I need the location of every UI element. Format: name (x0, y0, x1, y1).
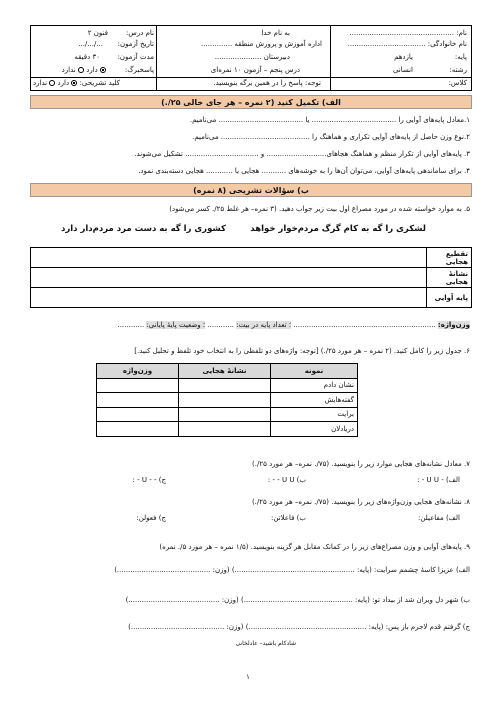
answer-sheet-options (62, 66, 106, 74)
exam-info: درس پنجم – آزمون ۱۰ نمره‌ای (210, 66, 300, 74)
q9-item-a: الف) عزیزا کاسهٔ چشمم سرایت: (پایه: ......................................................) (وزن: ..........................................) (114, 566, 470, 574)
key-yes-radio[interactable] (71, 80, 77, 86)
student-name: نام: ............................................... (349, 29, 467, 37)
answer-note: توجه: پاسخ را در همین برگه بنویسید. (213, 79, 321, 87)
q9-item-c: ج) گرفتم قدم لاجرم باز پس: (پایه: .....................................................) (وزن: ..........................................) (128, 623, 470, 631)
q8-item-a: الف) مفاعیلن: (418, 514, 460, 522)
answer-cell[interactable] (97, 422, 179, 437)
question-8: ۸. نشانه‌های هجایی وزن‌واژه‌های زیر را بنویسید. (۷۵/. نمره– هر مورد ۲۵/.) (251, 498, 470, 506)
grade-value: یازدهم (394, 53, 413, 61)
grade-label: پایه: (454, 53, 467, 61)
q9-item-b: ب) شهر دل ویران شد از بیداد تو: (پایه: .................................................) (وزن: .........................................) (125, 596, 470, 604)
key-label: کلید تشریحی: (79, 79, 120, 87)
table-row (31, 268, 472, 288)
q8-item-b: ب) فاعلاتن: (270, 514, 306, 522)
question-1: ۱.معادل پایه‌های آوایی را ...................................... یا ...................................... می‌نامیم. (189, 116, 470, 124)
answer-cell[interactable] (179, 393, 271, 408)
row-label-syllables: تقطیع هجایی (427, 248, 472, 268)
answer-cell[interactable] (31, 248, 427, 268)
answer-sheet-no-radio[interactable] (78, 67, 84, 73)
date-value: .../.../... (78, 40, 103, 48)
sample-cell: دریادلان (271, 422, 358, 437)
col-vazn: وزن‌واژه (97, 364, 179, 379)
section-a-title: الف) تکمیل کنید (۲ نمره – هر جای خالی ۲۵/.) (30, 95, 472, 109)
section-b-title: ب) سؤالات تشریحی (۸ نمره) (30, 183, 472, 197)
final-foot-label: ؛ وضعیت پایهٔ پایانی: (146, 321, 206, 329)
vazn-line: وزن‌واژه: ................................................................ ؛ تعداد پایه در بیت: ............ ؛ وضعیت پایهٔ پایانی: ............ (117, 321, 470, 329)
student-family: نام خانوادگی: ................................... (347, 40, 467, 48)
exam-header (30, 25, 472, 91)
syllable-table (96, 363, 358, 437)
question-4: ۴. برای ساماندهی پایه‌های آوایی، می‌توان آن‌ها را به خوشه‌های ........... هجایی یا ............ هجایی دسته‌بندی نمود. (138, 167, 470, 175)
answer-cell[interactable] (179, 422, 271, 437)
duration-value: ۳۰ دقیقه (74, 53, 100, 61)
row-label-signs: نشانهٔ هجایی (427, 268, 472, 288)
question-5: ۵. به موارد خواسته شده در مورد مصراع اول بیت زیر جواب دهید. (۳ نمره– هر غلط ۲۵/. کسر می‌شود) (169, 205, 470, 213)
verse-left: کشوری را گه به دست مرد مردم‌دار دارد (60, 224, 226, 234)
q8-item-c: ج) فعولن: (136, 514, 166, 522)
row-label-feet: پایه آوایی (427, 288, 472, 308)
field-label: رشته: (449, 66, 467, 74)
answer-cell[interactable] (97, 407, 179, 422)
key-yes-label: دارد (57, 79, 70, 87)
key-no-label: ندارد (33, 79, 48, 87)
col-sample: نمونه (271, 364, 358, 379)
date-label: تاریخ آزمون: (117, 40, 154, 48)
answer-sheet-yes-radio[interactable] (100, 67, 106, 73)
verse-analysis-table (30, 247, 472, 308)
verse-right: لشکری را گه به کام گرگ مردم‌خوار خواهد (250, 224, 426, 234)
feet-count-label: ؛ تعداد پایه در بیت: (236, 321, 292, 329)
subject-label: نام درس: (125, 29, 154, 37)
answer-cell[interactable] (179, 378, 271, 393)
page-number: ۱ (246, 673, 250, 681)
table-row (97, 378, 358, 393)
answer-sheet-no-label: ندارد (61, 66, 76, 74)
col-signs: نشانهٔ هجایی (179, 364, 271, 379)
answer-sheet-label: پاسخبرگ: (124, 66, 154, 74)
answer-cell[interactable] (97, 378, 179, 393)
question-3: ۳. پایه‌های آوایی از تکرار منظم و هماهنگ هجاهای........................... و ................................. تشکیل می‌شوند. (134, 150, 470, 158)
department: اداره آموزش و پرورش منطقه .............. (201, 40, 322, 48)
sample-cell: برایت (271, 407, 358, 422)
duration-label: مدت آزمون: (117, 53, 154, 61)
q7-item-b: ب) U U - - : (267, 476, 306, 484)
field-value: انسانی (392, 66, 413, 74)
table-row (97, 407, 358, 422)
subject-value: فنون ۲ (87, 29, 108, 37)
sample-cell: گفته‌هایش (271, 393, 358, 408)
header-note-row (31, 77, 471, 90)
key-options (33, 79, 120, 87)
question-6: ۶. جدول زیر را کامل کنید. (۲ نمره – هر مورد ۲۵/.) [توجه: واژه‌های دو تلفظی را به انتخاب خود تلفظ و تحلیل کنید.] (134, 347, 470, 355)
answer-cell[interactable] (31, 288, 427, 308)
school: دبیرستان ..................... (214, 53, 290, 61)
vazn-label: وزن‌واژه: (437, 321, 470, 329)
question-7: ۷. معادل نشانه‌های هجایی موارد زیر را بنویسید. (۷۵/. نمره– هر مورد ۲۵/.) (252, 460, 470, 468)
answer-sheet-yes-label: دارد (86, 66, 98, 74)
table-row (97, 393, 358, 408)
question-9: ۹. پایه‌های آوایی و وزن مصراع‌های زیر را در کمانک مقابل هر گزینه بنویسید. (۱/۵ نمره – هر مورد ۵/. نمره) (159, 543, 470, 551)
footer-wish: شاد‌کام باشید– عادلخانی (235, 640, 296, 647)
key-no-radio[interactable] (49, 80, 55, 86)
class-label: کلاس: (448, 79, 467, 87)
table-header-row (97, 364, 358, 379)
answer-cell[interactable] (179, 407, 271, 422)
answer-cell[interactable] (97, 393, 179, 408)
question-2: ۲.نوع وزن حاصل از پایه‌های آوایی تکراری و هماهنگ را ........................................ می‌نامیم. (192, 133, 470, 141)
table-row (97, 422, 358, 437)
table-row (31, 288, 472, 308)
table-row (31, 248, 472, 268)
bismillah: به نام خدا (261, 29, 290, 37)
sample-cell: نشان دادم (271, 378, 358, 393)
q7-item-c: ج) - - U - : (132, 476, 166, 484)
q7-item-a: الف) - U U - : (417, 476, 460, 484)
answer-cell[interactable] (31, 268, 427, 288)
